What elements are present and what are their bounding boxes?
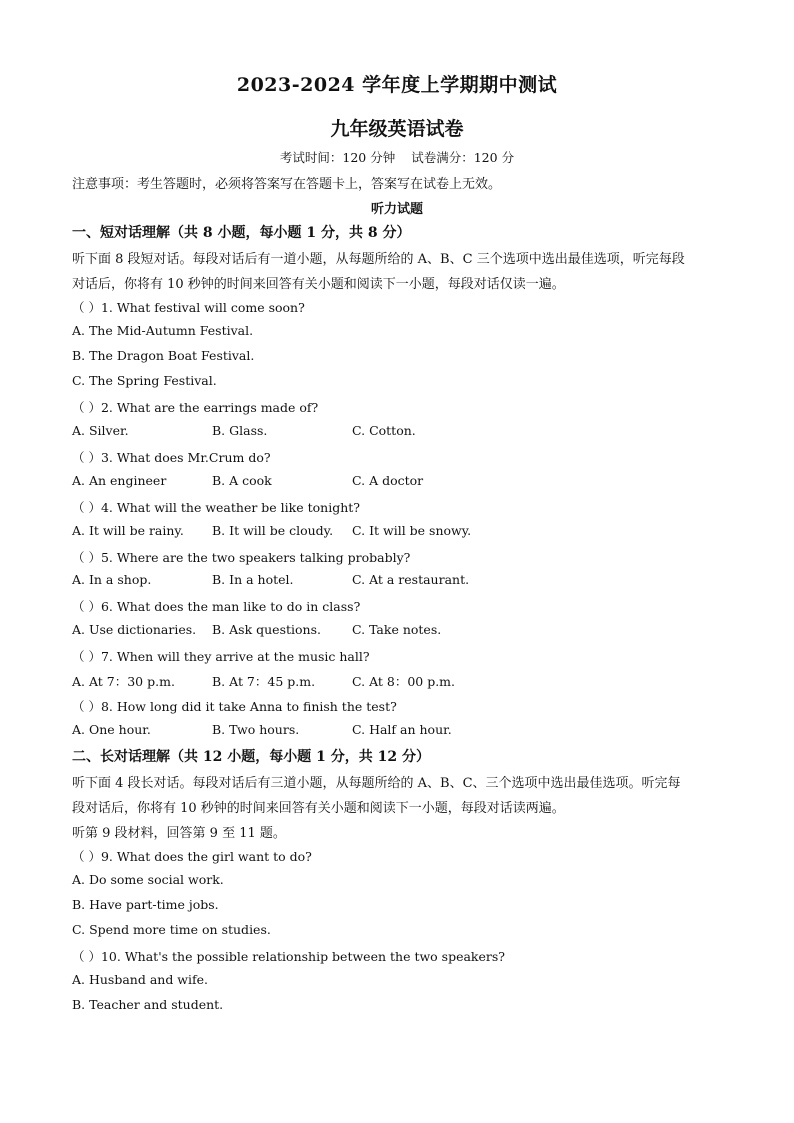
section2-instructions-line1: 听下面 4 段长对话。每段对话后有三道小题，从每题所给的 A、B、C、三个选项中选出最佳选项。听完每 xyxy=(72,776,681,791)
question-2: （ ）2. What are the earrings made of? xyxy=(72,400,319,415)
section2-heading: 二、长对话理解（共 12 小题，每小题 1 分，共 12 分） xyxy=(72,749,430,765)
question-4: （ ）4. What will the weather be like tonight? xyxy=(72,500,360,515)
question-3-option-c: C. A doctor xyxy=(352,473,424,488)
question-3-options xyxy=(72,473,722,491)
question-8-option-a: A. One hour. xyxy=(72,722,151,737)
question-3-option-b: B. A cook xyxy=(212,473,272,488)
question-7-options xyxy=(72,672,722,690)
question-9: （ ）9. What does the girl want to do? xyxy=(72,849,312,864)
question-8-options xyxy=(72,722,722,740)
question-6-options xyxy=(72,622,722,640)
question-4-option-c: C. It will be snowy. xyxy=(352,523,472,538)
question-5-option-a: A. In a shop. xyxy=(72,572,152,587)
question-6-option-c: C. Take notes. xyxy=(352,622,442,637)
question-5: （ ）5. Where are the two speakers talking probably? xyxy=(72,550,411,565)
question-6-option-a: A. Use dictionaries. xyxy=(72,622,197,637)
section1-instructions-line2: 对话后，你将有 10 秒钟的时间来回答有关小题和阅读下一小题，每段对话仅读一遍。 xyxy=(72,277,565,292)
question-3: （ ）3. What does Mr.Crum do? xyxy=(72,450,271,465)
question-7-option-c: C. At 8：00 p.m. xyxy=(352,674,456,689)
question-7-option-b: B. At 7：45 p.m. xyxy=(212,674,316,689)
question-8-option-c: C. Half an hour. xyxy=(352,722,452,737)
question-2-option-c: C. Cotton. xyxy=(352,423,416,438)
question-4-option-b: B. It will be cloudy. xyxy=(212,523,334,538)
exam-title: 2023-2024 学年度上学期期中测试 xyxy=(236,74,558,96)
question-5-options xyxy=(72,572,722,590)
notice: 注意事项：考生答题时，必须将答案写在答题卡上，答案写在试卷上无效。 xyxy=(72,177,502,192)
exam-subtitle: 九年级英语试卷 xyxy=(330,118,464,140)
question-5-option-c: C. At a restaurant. xyxy=(352,572,470,587)
question-2-option-b: B. Glass. xyxy=(212,423,268,438)
exam-time: 考试时间：120 分钟 xyxy=(279,150,396,165)
question-7: （ ）7. When will they arrive at the music hall? xyxy=(72,649,370,664)
exam-info xyxy=(0,148,794,166)
question-6: （ ）6. What does the man like to do in class? xyxy=(72,599,361,614)
question-1: （ ）1. What festival will come soon? xyxy=(72,300,305,315)
section1-heading: 一、短对话理解（共 8 小题，每小题 1 分，共 8 分） xyxy=(72,225,411,241)
question-10: （ ）10. What's the possible relationship between the two speakers? xyxy=(72,949,505,964)
question-6-option-b: B. Ask questions. xyxy=(212,622,321,637)
section1-instructions-line1: 听下面 8 段短对话。每段对话后有一道小题，从每题所给的 A、B、C 三个选项中选出最佳选项，听完每段 xyxy=(72,252,685,267)
question-1-option-c: C. The Spring Festival. xyxy=(72,373,217,388)
question-3-option-a: A. An engineer xyxy=(72,473,167,488)
question-4-option-a: A. It will be rainy. xyxy=(72,523,184,538)
question-8-option-b: B. Two hours. xyxy=(212,722,300,737)
question-9-option-a: A. Do some social work. xyxy=(72,872,224,887)
listening-part-title: 听力试题 xyxy=(370,202,423,217)
question-10-option-b: B. Teacher and student. xyxy=(72,997,224,1012)
question-9-option-c: C. Spend more time on studies. xyxy=(72,922,271,937)
question-9-option-b: B. Have part-time jobs. xyxy=(72,897,219,912)
question-1-option-a: A. The Mid-Autumn Festival. xyxy=(72,323,254,338)
question-4-options xyxy=(72,523,722,541)
question-2-options xyxy=(72,423,722,441)
section2-instructions-line2: 段对话后，你将有 10 秒钟的时间来回答有关小题和阅读下一小题，每段对话读两遍。 xyxy=(72,801,565,816)
question-8: （ ）8. How long did it take Anna to finish the test? xyxy=(72,699,397,714)
question-7-option-a: A. At 7：30 p.m. xyxy=(72,674,175,689)
question-10-option-a: A. Husband and wife. xyxy=(72,972,208,987)
question-2-option-a: A. Silver. xyxy=(72,423,129,438)
section2-material-note: 听第 9 段材料，回答第 9 至 11 题。 xyxy=(72,826,286,841)
full-score: 试卷满分：120 分 xyxy=(411,150,515,165)
question-1-option-b: B. The Dragon Boat Festival. xyxy=(72,348,255,363)
question-5-option-b: B. In a hotel. xyxy=(212,572,294,587)
